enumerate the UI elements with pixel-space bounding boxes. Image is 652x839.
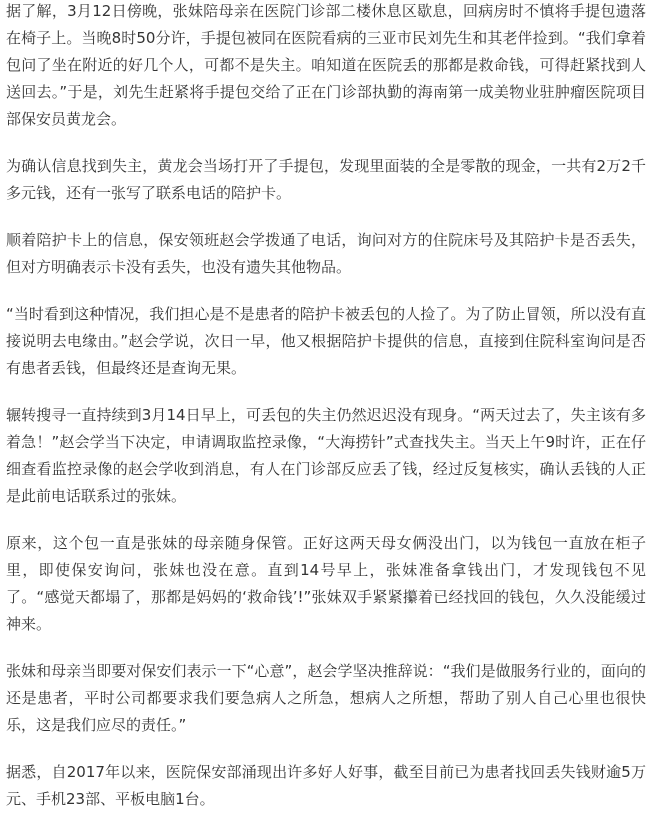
paragraph-2: 为确认信息找到失主，黄龙会当场打开了手提包，发现里面装的全是零散的现金，一共有2万2千多元钱，还有一张写了联系电话的陪护卡。	[6, 157, 646, 202]
paragraph-4: “当时看到这种情况，我们担心是不是患者的陪护卡被丢包的人捡了。为了防止冒领，所以没有直接说明去电缘由。”赵会学说，次日一早，他又根据陪护卡提供的信息，直接到住院科室询问是否有患者丢钱，但最终还是查询无果。	[6, 305, 646, 377]
paragraph-3: 顺着陪护卡上的信息，保安领班赵会学拨通了电话，询问对方的住院床号及其陪护卡是否丢失，但对方明确表示卡没有丢失，也没有遗失其他物品。	[6, 231, 646, 276]
paragraph-6: 原来，这个包一直是张妹的母亲随身保管。正好这两天母女俩没出门，以为钱包一直放在柜子里，即使保安询问，张妹也没在意。直到14号早上，张妹准备拿钱出门，才发现钱包不见了。“感觉天都塌了，那都是妈妈的‘救命钱’!”张妹双手紧紧攥着已经找回的钱包，久久没能缓过神来。	[6, 534, 646, 633]
paragraph-1: 据了解，3月12日傍晚，张妹陪母亲在医院门诊部二楼休息区歇息，回病房时不慎将手提包遗落在椅子上。当晚8时50分许，手提包被同在医院看病的三亚市民刘先生和其老伴捡到。“我们拿着包问了坐在附近的好几个人，可都不是失主。咱知道在医院丢的那都是救命钱，可得赶紧找到人送回去。”于是，刘先生赶紧将手提包交给了正在门诊部执勤的海南第一成美物业驻肿瘤医院项目部保安员黄龙会。	[6, 2, 646, 128]
paragraph-8: 据悉，自2017年以来，医院保安部涌现出许多好人好事，截至目前已为患者找回丢失钱财逾5万元、手机23部、平板电脑1台。	[6, 763, 646, 808]
article-body	[6, 0, 646, 833]
paragraph-5: 辗转搜寻一直持续到3月14日早上，可丢包的失主仍然迟迟没有现身。“两天过去了，失主该有多着急！”赵会学当下决定，申请调取监控录像，“大海捞针”式查找失主。当天上午9时许，正在仔细查看监控录像的赵会学收到消息，有人在门诊部反应丢了钱，经过反复核实，确认丢钱的人正是此前电话联系过的张妹。	[6, 406, 646, 505]
paragraph-7: 张妹和母亲当即要对保安们表示一下“心意”，赵会学坚决推辞说：“我们是做服务行业的，面向的还是患者，平时公司都要求我们要急病人之所急，想病人之所想，帮助了别人自己心里也很快乐，这是我们应尽的责任。”	[6, 662, 646, 734]
